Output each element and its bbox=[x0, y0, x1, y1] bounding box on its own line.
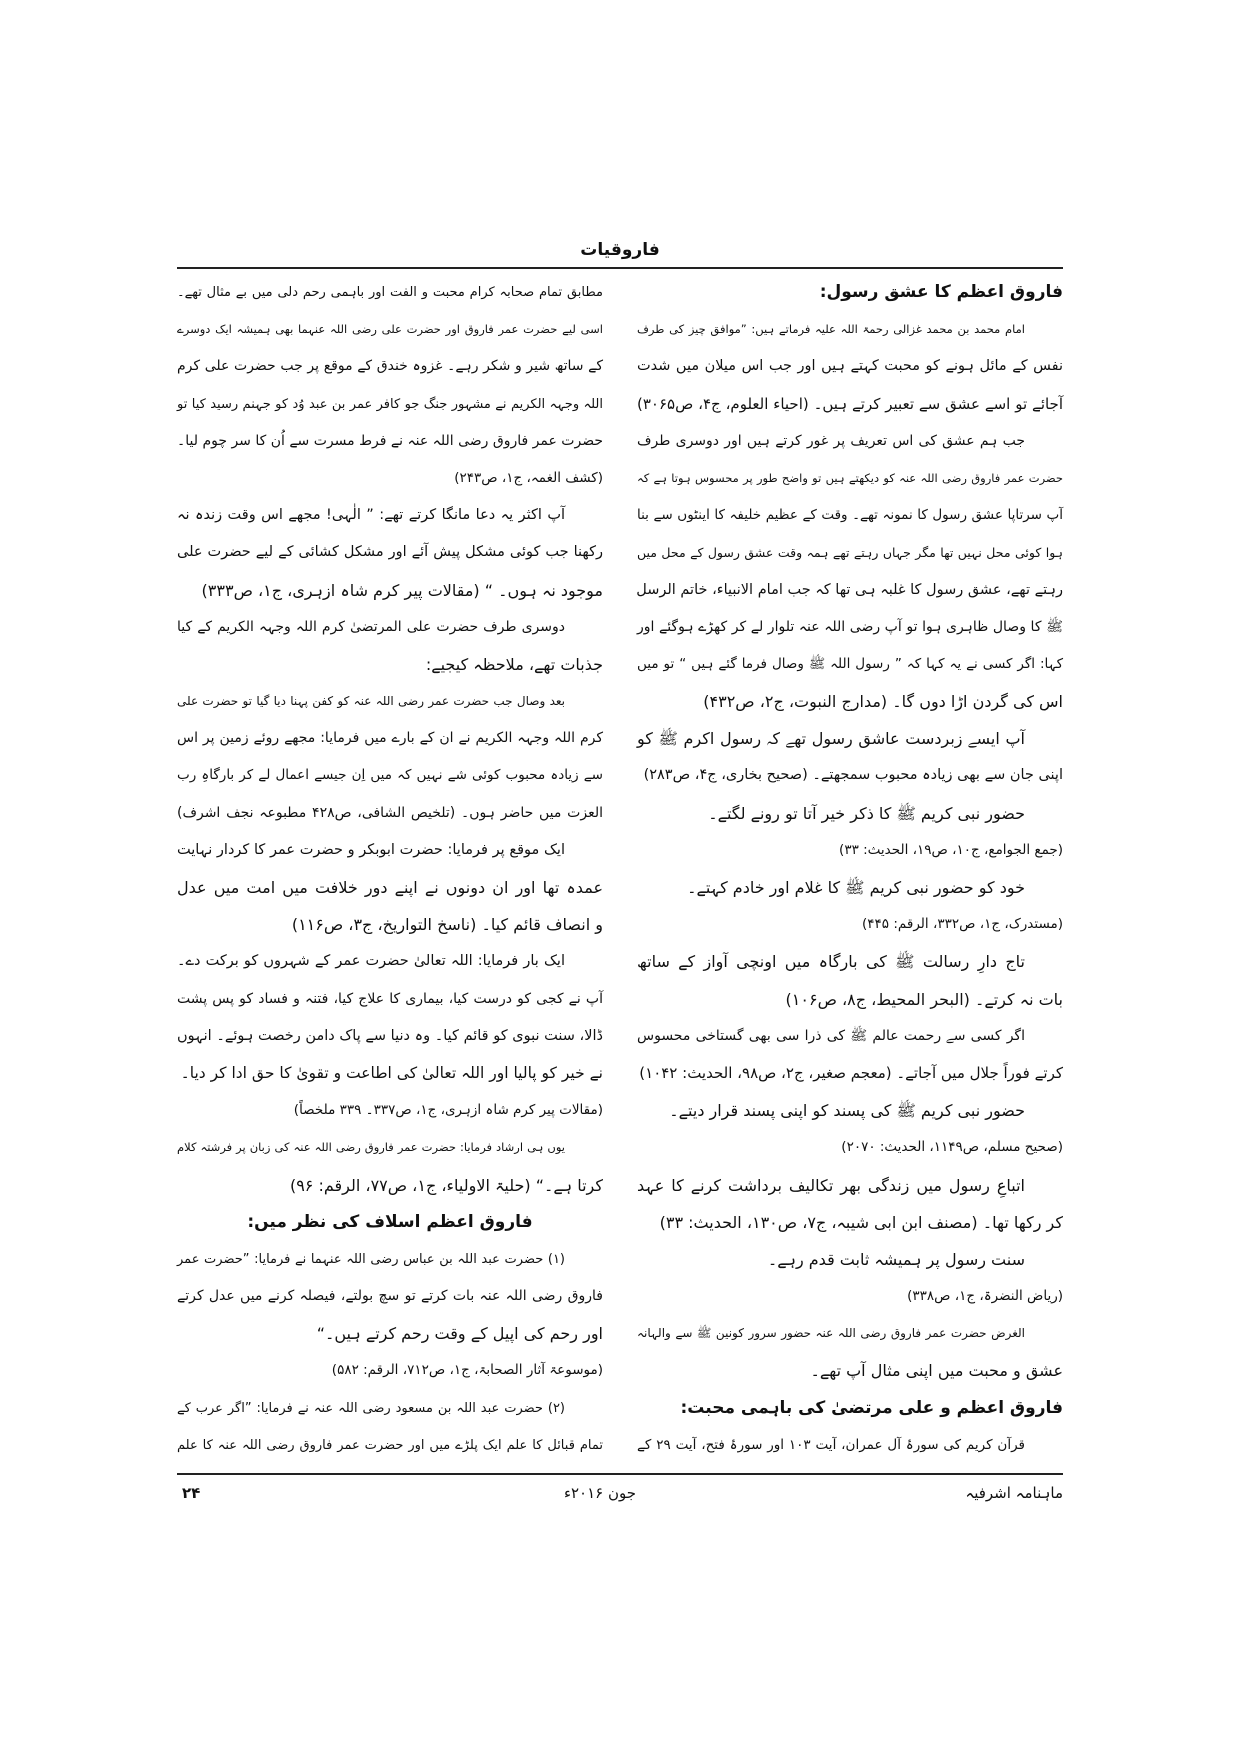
text-line: جب ہم عشق کی اس تعریف پر غور کرتے ہیں اور دوسری طرف bbox=[637, 432, 1025, 449]
text-line: آپ نے کجی کو درست کیا، بیماری کا علاج کیا، فتنہ و فساد کو پس پشت bbox=[177, 990, 603, 1007]
text-line: کرتا ہے۔“ (حلیۃ الاولیاء، ج۱، ص۷۷، الرقم: ۹۶) bbox=[289, 1175, 603, 1195]
footer-rule bbox=[177, 1473, 1063, 1475]
citation-line: (ریاض النضرۃ، ج۱، ص۳۳۸) bbox=[907, 1288, 1063, 1305]
text-line: کے ساتھ شیر و شکر رہے۔ غزوہ خندق کے موقع پر جب حضرت علی کرم bbox=[177, 358, 603, 375]
text-line: تمام قبائل کا علم ایک پلڑے میں اور حضرت عمر فاروق رضی اللہ عنہ کا علم bbox=[177, 1437, 603, 1453]
citation-line: (جمع الجوامع، ج۱۰، ص۱۹، الحدیث: ۳۳) bbox=[839, 841, 1063, 858]
text-line: سے زیادہ محبوب کوئی شے نہیں کہ میں اِن جیسے اعمال لے کر بارگاہِ رب bbox=[177, 767, 603, 784]
text-line: ہوا کوئی محل نہیں تھا مگر جہاں رہتے تھے ہمہ وقت عشق رسول کے محل میں bbox=[637, 545, 1063, 561]
text-line: ﷺ کا وصال ظاہری ہوا تو آپ رضی اللہ عنہ تلوار لے کر کھڑے ہوگئے اور bbox=[637, 618, 1063, 635]
text-line: یوں ہی ارشاد فرمایا: حضرت عمر فاروق رضی اللہ عنہ کی زبان پر فرشتہ کلام bbox=[177, 1140, 565, 1155]
text-line: اس کی گردن اڑا دوں گا۔ (مدارج النبوت، ج۲، ص۴۳۲) bbox=[703, 692, 1063, 712]
text-line: نفس کے مائل ہونے کو محبت کہتے ہیں اور جب اس میلان میں شدت bbox=[637, 358, 1063, 375]
text-line: آجائے تو اسے عشق سے تعبیر کرتے ہیں۔ (احیاء العلوم، ج۴، ص۳۰۶۵) bbox=[637, 394, 1063, 413]
text-line: آپ ایسے زبردست عاشق رسول تھے کہ رسول اکرم ﷺ کو bbox=[637, 729, 1025, 749]
running-header-title: فاروقیات bbox=[580, 240, 660, 260]
text-line: الغرض حضرت عمر فاروق رضی اللہ عنہ حضور سرور کونین ﷺ سے والہانہ bbox=[637, 1326, 1025, 1341]
citation-line: (مستدرک، ج۱، ص۳۳۲، الرقم: ۴۴۵) bbox=[862, 916, 1063, 933]
text-line: اپنی جان سے بھی زیادہ محبوب سمجھتے۔ (صحیح بخاری، ج۴، ص۲۸۳) bbox=[643, 767, 1063, 784]
text-line: بات نہ کرتے۔ (البحر المحیط، ج۸، ص۱۰۶) bbox=[785, 989, 1063, 1009]
text-line: بعد وصال جب حضرت عمر رضی اللہ عنہ کو کفن پہنا دیا گیا تو حضرت علی bbox=[177, 694, 565, 709]
text-line: حضور نبی کریم ﷺ کا ذکر خیر آتا تو رونے لگتے۔ bbox=[708, 803, 1025, 823]
page-number: ۲۴ bbox=[182, 1484, 201, 1502]
text-line: کر رکھا تھا۔ (مصنف ابن ابی شیبہ، ج۷، ص۱۳۰، الحدیث: ۳۳) bbox=[659, 1212, 1063, 1232]
text-line: ڈالا، سنت نبوی کو قائم کیا۔ وہ دنیا سے پاک دامن رخصت ہوئے۔ انہوں bbox=[177, 1027, 603, 1044]
text-line: موجود نہ ہوں۔ “ (مقالات پیر کرم شاہ ازہری، ج۱، ص۳۳۳) bbox=[201, 580, 603, 600]
text-line: آپ سرتاپا عشق رسول کا نمونہ تھے۔ وقت کے عظیم خلیفہ کا اینٹوں سے بنا bbox=[637, 507, 1063, 524]
text-line: رہتے تھے، عشق رسول کا غلبہ ہی تھا کہ جب امام الانبیاء، خاتم الرسل bbox=[636, 581, 1063, 598]
section-heading: فاروق اعظم اسلاف کی نظر میں: bbox=[247, 1211, 533, 1232]
citation-line: (مقالات پیر کرم شاہ ازہری، ج۱، ص۳۳۷۔ ۳۳۹ ملخصاً) bbox=[293, 1102, 603, 1119]
text-line: حضور نبی کریم ﷺ کی پسند کو اپنی پسند قرار دیتے۔ bbox=[669, 1101, 1025, 1121]
section-heading: فاروق اعظم کا عشق رسول: bbox=[819, 282, 1063, 302]
text-line: حضرت عمر فاروق رضی اللہ عنہ نے فرط مسرت سے اُن کا سر چوم لیا۔ bbox=[177, 432, 603, 449]
text-line: اللہ وجہہ الکریم نے مشہور جنگ جو کافر عمر بن عبد وُد کو جہنم رسید کیا تو bbox=[177, 396, 603, 412]
text-line: (۲) حضرت عبد اللہ بن مسعود رضی اللہ عنہ نے فرمایا: ”اگر عرب کے bbox=[177, 1400, 565, 1416]
text-line: عشق و محبت میں اپنی مثال آپ تھے۔ bbox=[810, 1361, 1063, 1381]
citation-line: (موسوعۃ آثار الصحابۃ، ج۱، ص۷۱۲، الرقم: ۵۸۲) bbox=[331, 1362, 603, 1379]
text-line: کرم اللہ وجہہ الکریم نے ان کے بارے میں فرمایا: مجھے روئے زمین پر اس bbox=[177, 730, 603, 747]
text-line: رکھنا جب کوئی مشکل پیش آئے اور مشکل کشائی کے لیے حضرت علی bbox=[177, 544, 603, 561]
text-line: العزت میں حاضر ہوں۔ (تلخیص الشافی، ص۴۲۸ مطبوعہ نجف اشرف) bbox=[177, 804, 603, 821]
text-line: مطابق تمام صحابہ کرام محبت و الفت اور باہمی رحم دلی میں بے مثال تھے۔ bbox=[177, 285, 603, 300]
text-line: اسی لیے حضرت عمر فاروق اور حضرت علی رضی اللہ عنہما بھی ہمیشہ ایک دوسرے bbox=[177, 322, 603, 337]
text-line: ایک بار فرمایا: اللہ تعالیٰ حضرت عمر کے شہروں کو برکت دے۔ bbox=[177, 953, 565, 970]
text-line: عمدہ تھا اور ان دونوں نے اپنے دور خلافت میں امت میں عدل bbox=[177, 878, 603, 897]
section-heading: فاروق اعظم و علی مرتضیٰ کی باہمی محبت: bbox=[680, 1397, 1063, 1418]
text-line: آپ اکثر یہ دعا مانگا کرتے تھے: ” الٰہی! مجھے اس وقت زندہ نہ bbox=[177, 507, 565, 524]
text-line: تاج دارِ رسالت ﷺ کی بارگاہ میں اونچی آواز کے ساتھ bbox=[637, 952, 1025, 972]
text-line: دوسری طرف حضرت علی المرتضیٰ کرم اللہ وجہہ الکریم کے کیا bbox=[177, 618, 565, 635]
text-line: ایک موقع پر فرمایا: حضرت ابوبکر و حضرت عمر کا کردار نہایت bbox=[177, 841, 565, 858]
text-line: اور رحم کی اپیل کے وقت رحم کرتے ہیں۔“ bbox=[316, 1324, 603, 1344]
text-line: کہا: اگر کسی نے یہ کہا کہ ” رسول اللہ ﷺ وصال فرما گئے ہیں “ تو میں bbox=[637, 655, 1063, 672]
header-rule bbox=[177, 267, 1063, 269]
text-line: سنت رسول پر ہمیشہ ثابت قدم رہے۔ bbox=[767, 1249, 1025, 1269]
text-line: و انصاف قائم کیا۔ (ناسخ التواریخ، ج۳، ص۱۱۶) bbox=[291, 915, 603, 935]
issue-date: جون ۲۰۱۶ء bbox=[563, 1484, 637, 1502]
text-line: قرآن کریم کی سورۂ آل عمران، آیت ۱۰۳ اور سورۂ فتح، آیت ۲۹ کے bbox=[637, 1436, 1025, 1453]
text-line: اتباعِ رسول میں زندگی بھر تکالیف برداشت کرنے کا عہد bbox=[637, 1175, 1025, 1195]
text-line: اگر کسی سے رحمت عالم ﷺ کی ذرا سی بھی گستاخی محسوس bbox=[637, 1027, 1025, 1044]
text-line: فاروق رضی اللہ عنہ بات کرتے تو سچ بولتے، فیصلہ کرنے میں عدل کرتے bbox=[177, 1288, 603, 1305]
text-line: خود کو حضور نبی کریم ﷺ کا غلام اور خادم کہتے۔ bbox=[687, 878, 1025, 897]
text-line: کرتے فوراً جلال میں آجاتے۔ (معجم صغیر، ج۲، ص۹۸، الحدیث: ۱۰۴۲) bbox=[639, 1063, 1063, 1082]
text-line: امام محمد بن محمد غزالی رحمۃ اللہ علیہ فرماتے ہیں: ”موافق چیز کی طرف bbox=[637, 322, 1025, 337]
text-line: نے خیر کو پالیا اور اللہ تعالیٰ کی اطاعت و تقویٰ کا حق ادا کر دیا۔ bbox=[180, 1063, 603, 1082]
text-line: جذبات تھے، ملاحظہ کیجیے: bbox=[425, 654, 603, 674]
citation-line: (کشف الغمہ، ج۱، ص۲۴۳) bbox=[454, 469, 603, 486]
text-line: (۱) حضرت عبد اللہ بن عباس رضی اللہ عنہما نے فرمایا: ”حضرت عمر bbox=[177, 1251, 565, 1267]
left-column bbox=[177, 274, 603, 1464]
text-line: حضرت عمر فاروق رضی اللہ عنہ کو دیکھتے ہیں تو واضح طور پر محسوس ہوتا ہے کہ bbox=[637, 470, 1063, 485]
right-column bbox=[637, 274, 1063, 1464]
citation-line: (صحیح مسلم، ص۱۱۴۹، الحدیث: ۲۰۷۰) bbox=[841, 1139, 1063, 1156]
magazine-name: ماہنامہ اشرفیہ bbox=[965, 1484, 1063, 1502]
